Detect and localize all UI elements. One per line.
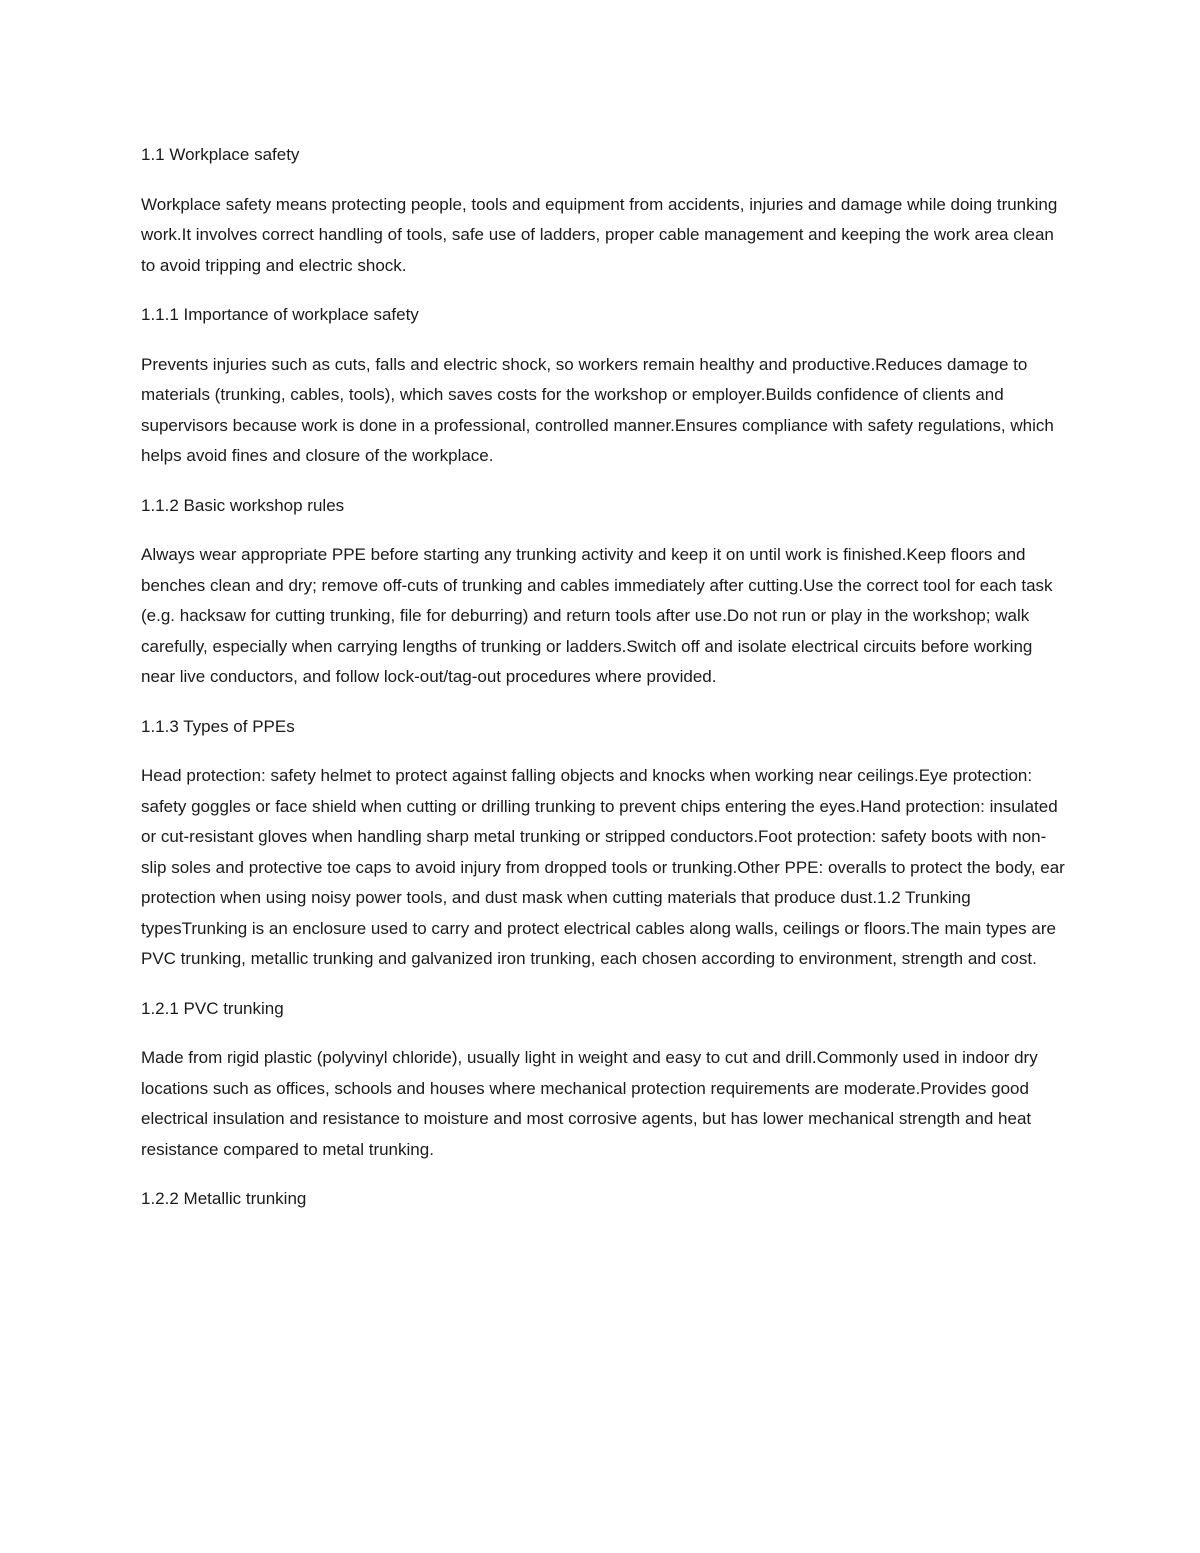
section-body-wrap [141,761,1071,975]
section-basic-workshop-rules [141,491,1071,693]
section-importance-of-workplace-safety [141,300,1071,472]
section-pvc-trunking [141,994,1071,1166]
section-types-of-ppes [141,712,1071,975]
section-workplace-safety [141,140,1071,281]
section-heading: 1.1.3 Types of PPEs [141,716,295,736]
section-body: Workplace safety means protecting people, tools and equipment from accidents, injuries and damage while doing trunking work.It involves correct handling of tools, safe use of ladders, proper cable management and keeping the work area clean to avoid tripping and electric shock. [141,194,1058,275]
section-heading: 1.1.1 Importance of workplace safety [141,305,419,324]
section-body: Prevents injuries such as cuts, falls and electric shock, so workers remain healthy and productive.Reduces damage to materials (trunking, cables, tools), which saves costs for the workshop or employer.Builds confidence of clients and supervisors because work is done in a professional, controlled manner.Ensures compliance with safety regulations, which helps avoid fines and closure of the workplace. [141,354,1054,465]
section-heading: 1.2.2 Metallic trunking [141,1189,307,1208]
document-page [141,140,1071,1215]
section-body: Made from rigid plastic (polyvinyl chloride), usually light in weight and easy to cut and drill.Commonly used in indoor dry locations such as offices, schools and houses where mechanical protection requirements are moderate.Provides good electrical insulation and resistance to moisture and most corrosive agents, but has lower mechanical strength and heat resistance compared to metal trunking. [141,1048,1038,1159]
section-body-wrap [141,1043,1071,1165]
section-heading: 1.1.2 Basic workshop rules [141,495,345,515]
section-body-wrap [141,350,1071,472]
section-heading: 1.1 Workplace safety [141,145,300,164]
section-metallic-trunking [141,1184,1071,1215]
section-body: Always wear appropriate PPE before starting any trunking activity and keep it on until work is finished.Keep floors and benches clean and dry; remove off-cuts of trunking and cables immediately after cutting.Use the correct tool for each task (e.g. hacksaw for cutting trunking, file for deburring) and return tools after use.Do not run or play in the workshop; walk carefully, especially when carrying lengths of trunking or ladders.Switch off and isolate electrical circuits before working near live conductors, and follow lock-out/tag-out procedures where provided. [141,545,1053,686]
section-body: Head protection: safety helmet to protect against falling objects and knocks when working near ceilings.Eye protection: safety goggles or face shield when cutting or drilling trunking to prevent chips entering the eyes.Hand protection: insulated or cut-resistant gloves when handling sharp metal trunking or stripped conductors.Foot protection: safety boots with non-slip soles and protective toe caps to avoid injury from dropped tools or trunking.Other PPE: overalls to protect the body, ear protection when using noisy power tools, and dust mask when cutting materials that produce dust.1.2 Trunking typesTrunking is an enclosure used to carry and protect electrical cables along walls, ceilings or floors.The main types are PVC trunking, metallic trunking and galvanized iron trunking, each chosen according to environment, strength and cost. [141,766,1065,968]
section-body-wrap [141,190,1071,282]
section-body-wrap [141,540,1071,693]
section-heading: 1.2.1 PVC trunking [141,998,284,1018]
